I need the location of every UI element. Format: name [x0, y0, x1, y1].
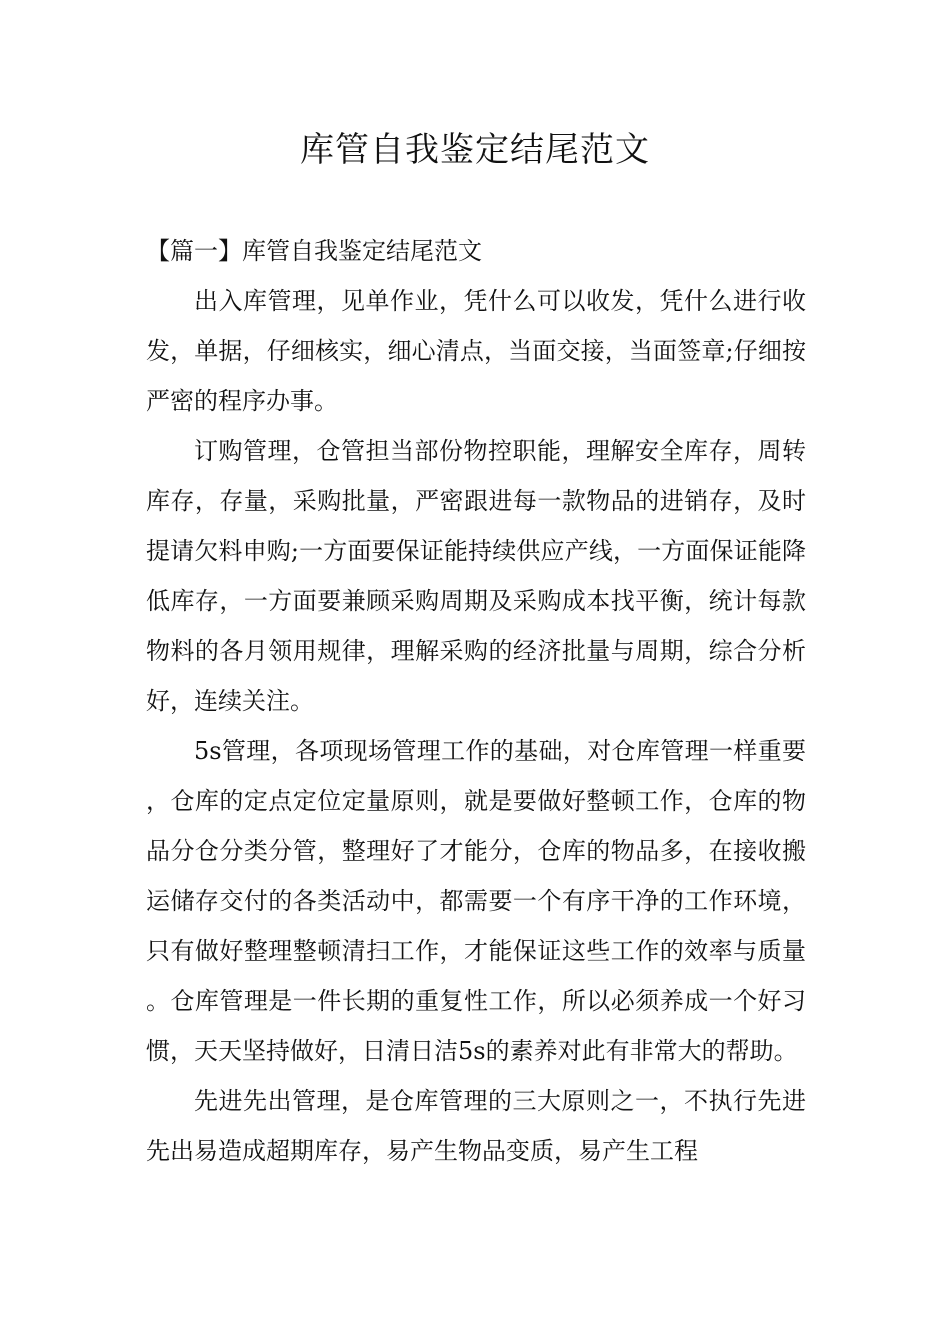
paragraph-ordering: 订购管理，仓管担当部份物控职能，理解安全库存，周转库存，存量，采购批量，严密跟进每一款物品的进销存，及时提请欠料申购;一方面要保证能持续供应产线，一方面保证能降低库存，一方面要兼顾采购周期及采购成本找平衡，统计每款物料的各月领用规律，理解采购的经济批量与周期，综合分析好，连续关注。 — [146, 437, 806, 715]
document-body — [146, 226, 806, 1176]
paragraph-inbound-outbound: 出入库管理，见单作业，凭什么可以收发，凭什么进行收发，单据，仔细核实，细心清点，当面交接，当面签章;仔细按严密的程序办事。 — [146, 287, 806, 415]
section-heading: 【篇一】库管自我鉴定结尾范文 — [146, 237, 482, 265]
document-title: 库管自我鉴定结尾范文 — [300, 130, 650, 170]
paragraph-5s: 5s管理，各项现场管理工作的基础，对仓库管理一样重要，仓库的定点定位定量原则，就是要做好整顿工作，仓库的物品分仓分类分管，整理好了才能分，仓库的物品多，在接收搬运储存交付的各类活动中，都需要一个有序干净的工作环境，只有做好整理整顿清扫工作，才能保证这些工作的效率与质量。仓库管理是一件长期的重复性工作，所以必须养成一个好习惯，天天坚持做好，日清日洁5s的素养对此有非常大的帮助。 — [146, 737, 806, 1065]
paragraph-fifo: 先进先出管理，是仓库管理的三大原则之一，不执行先进先出易造成超期库存，易产生物品变质，易产生工程 — [146, 1087, 806, 1165]
